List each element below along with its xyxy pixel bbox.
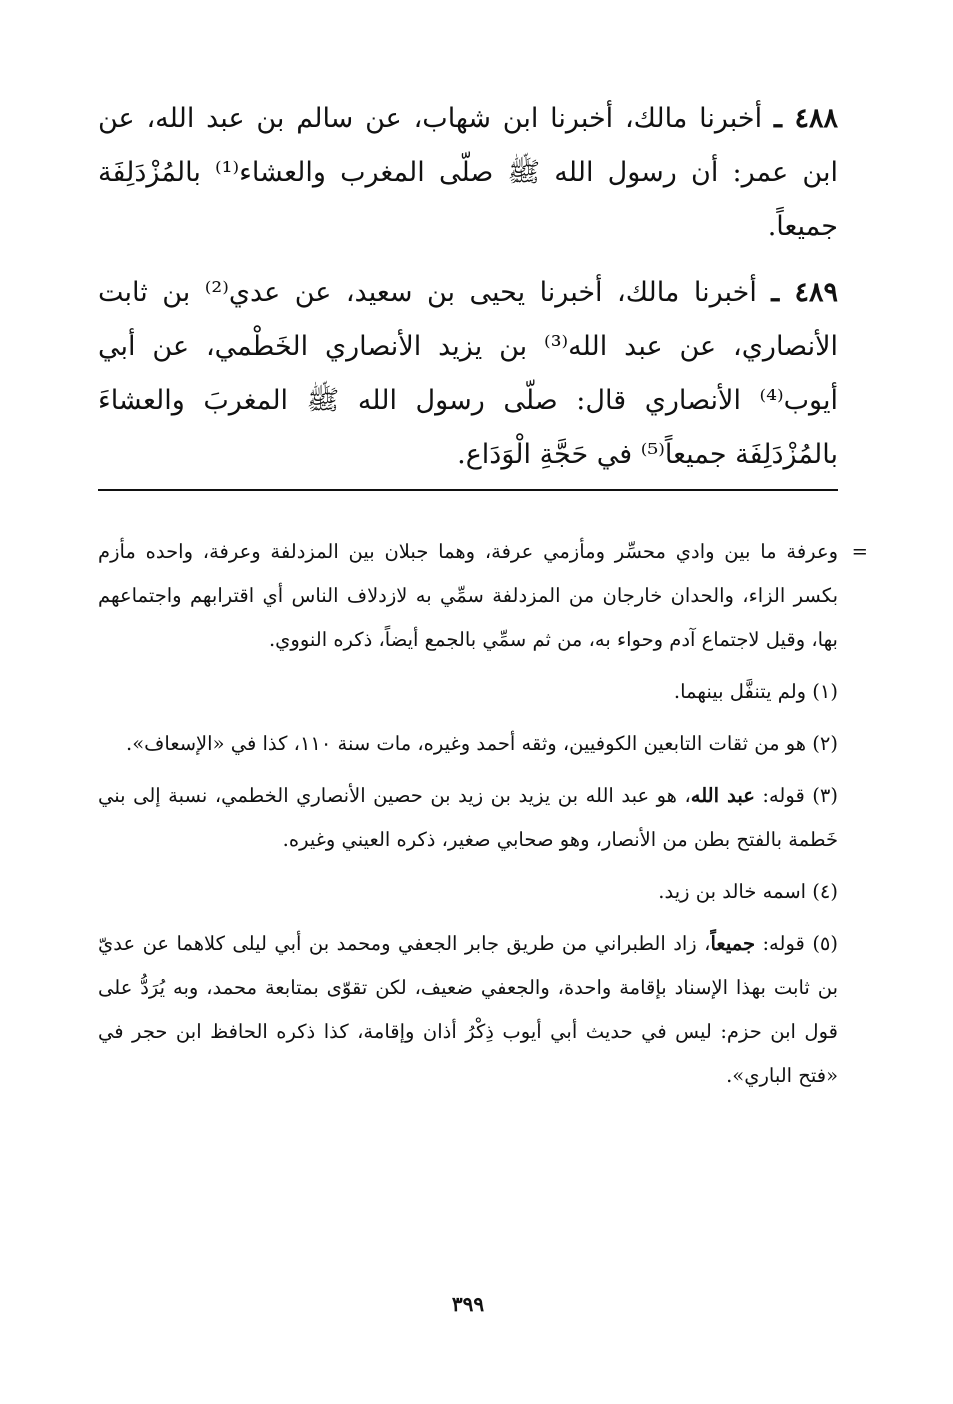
footnote-separator (98, 489, 838, 491)
footnotes (98, 530, 868, 1106)
footnote-number: (١) (812, 680, 838, 703)
footnote-number: (٤) (812, 880, 838, 903)
page-number: ٣٩٩ (451, 1292, 485, 1316)
hadith-488 (98, 92, 838, 254)
footnote-2 (98, 722, 838, 766)
continuation-mark: = (851, 540, 868, 563)
footnote-text: ، هو عبد الله بن يزيد بن زيد بن حصين الأنصاري الخطمي، نسبة إلى بني خَطمة بالفتح بطن من الأنصار، وهو صحابي صغير، ذكره العيني وغيره. (98, 784, 838, 851)
footnote-3 (98, 774, 838, 862)
footnote-continuation: وعرفة ما بين وادي محسِّر ومأزمي عرفة، وهما جبلان بين المزدلفة وعرفة، واحده مأزم بكسر الزاء، والحدان خارجان من المزدلفة سمِّي به لازدلاف الناس أي اقترابهم واجتماعهم بها، وقيل لاجتماع آدم وحواء به، من ثم سمِّي بالجمع أيضاً، ذكره النووي. (98, 540, 838, 651)
footnote-text: هو من ثقات التابعين الكوفيين، وثقه أحمد وغيره، مات سنة ١١٠، كذا في «الإسعاف». (126, 732, 807, 755)
footnote-lemma: عبد الله (690, 784, 755, 807)
footnote-number: (٥) (812, 932, 839, 955)
footnote-text: ولم يتنفَّل بينهما. (673, 680, 807, 703)
book-page (98, 92, 868, 1332)
footnote-text: ، زاد الطبراني من طريق جابر الجعفي ومحمد بن أبي ليلى كلاهما عن عديّ بن ثابت بهذا الإسناد بإقامة واحدة، والجعفي ضعيف، لكن تقوّى بمتابعة محمد، وبه يُرَدُّ على قول ابن حزم: ليس في حديث أبي أيوب ذِكْرُ أذان وإقامة، كذا ذكره الحافظ ابن حجر في «فتح الباري». (98, 932, 838, 1087)
footnote-lead: قوله: (762, 784, 805, 807)
footnote-number: (٣) (812, 784, 838, 807)
footnote-4 (98, 870, 838, 914)
hadith-number: ٤٨٨ ـ (773, 103, 839, 134)
footnote-lead: قوله: (762, 932, 805, 955)
hadith-number: ٤٨٩ ـ (771, 277, 838, 308)
hadith-text: أخبرنا مالك، أخبرنا يحيى بن سعيد، عن عدي⁽²⁾ بن ثابت الأنصاري، عن عبد الله⁽³⁾ بن يزيد الأنصاري الخَطْمي، عن أبي أيوب⁽⁴⁾ الأنصاري قال: صلّى رسول الله ﷺ المغربَ والعشاءَ بالمُزْدَلِفَة جميعاً⁽⁵⁾ في حَجَّةِ الْوَدَاع. (98, 277, 838, 470)
footnote-text: اسمه خالد بن زيد. (658, 880, 807, 903)
footnote-5 (98, 922, 838, 1098)
footnote-number: (٢) (812, 732, 838, 755)
hadith-text: أخبرنا مالك، أخبرنا ابن شهاب، عن سالم بن عبد الله، عن ابن عمر: أن رسول الله ﷺ صلّى المغرب والعشاء⁽¹⁾ بالمُزْدَلِفَة جميعاً. (98, 103, 838, 242)
hadith-489 (98, 266, 838, 482)
footnote-1 (98, 670, 838, 714)
footnote-lemma: جميعاً (710, 932, 756, 955)
main-text (98, 92, 838, 482)
